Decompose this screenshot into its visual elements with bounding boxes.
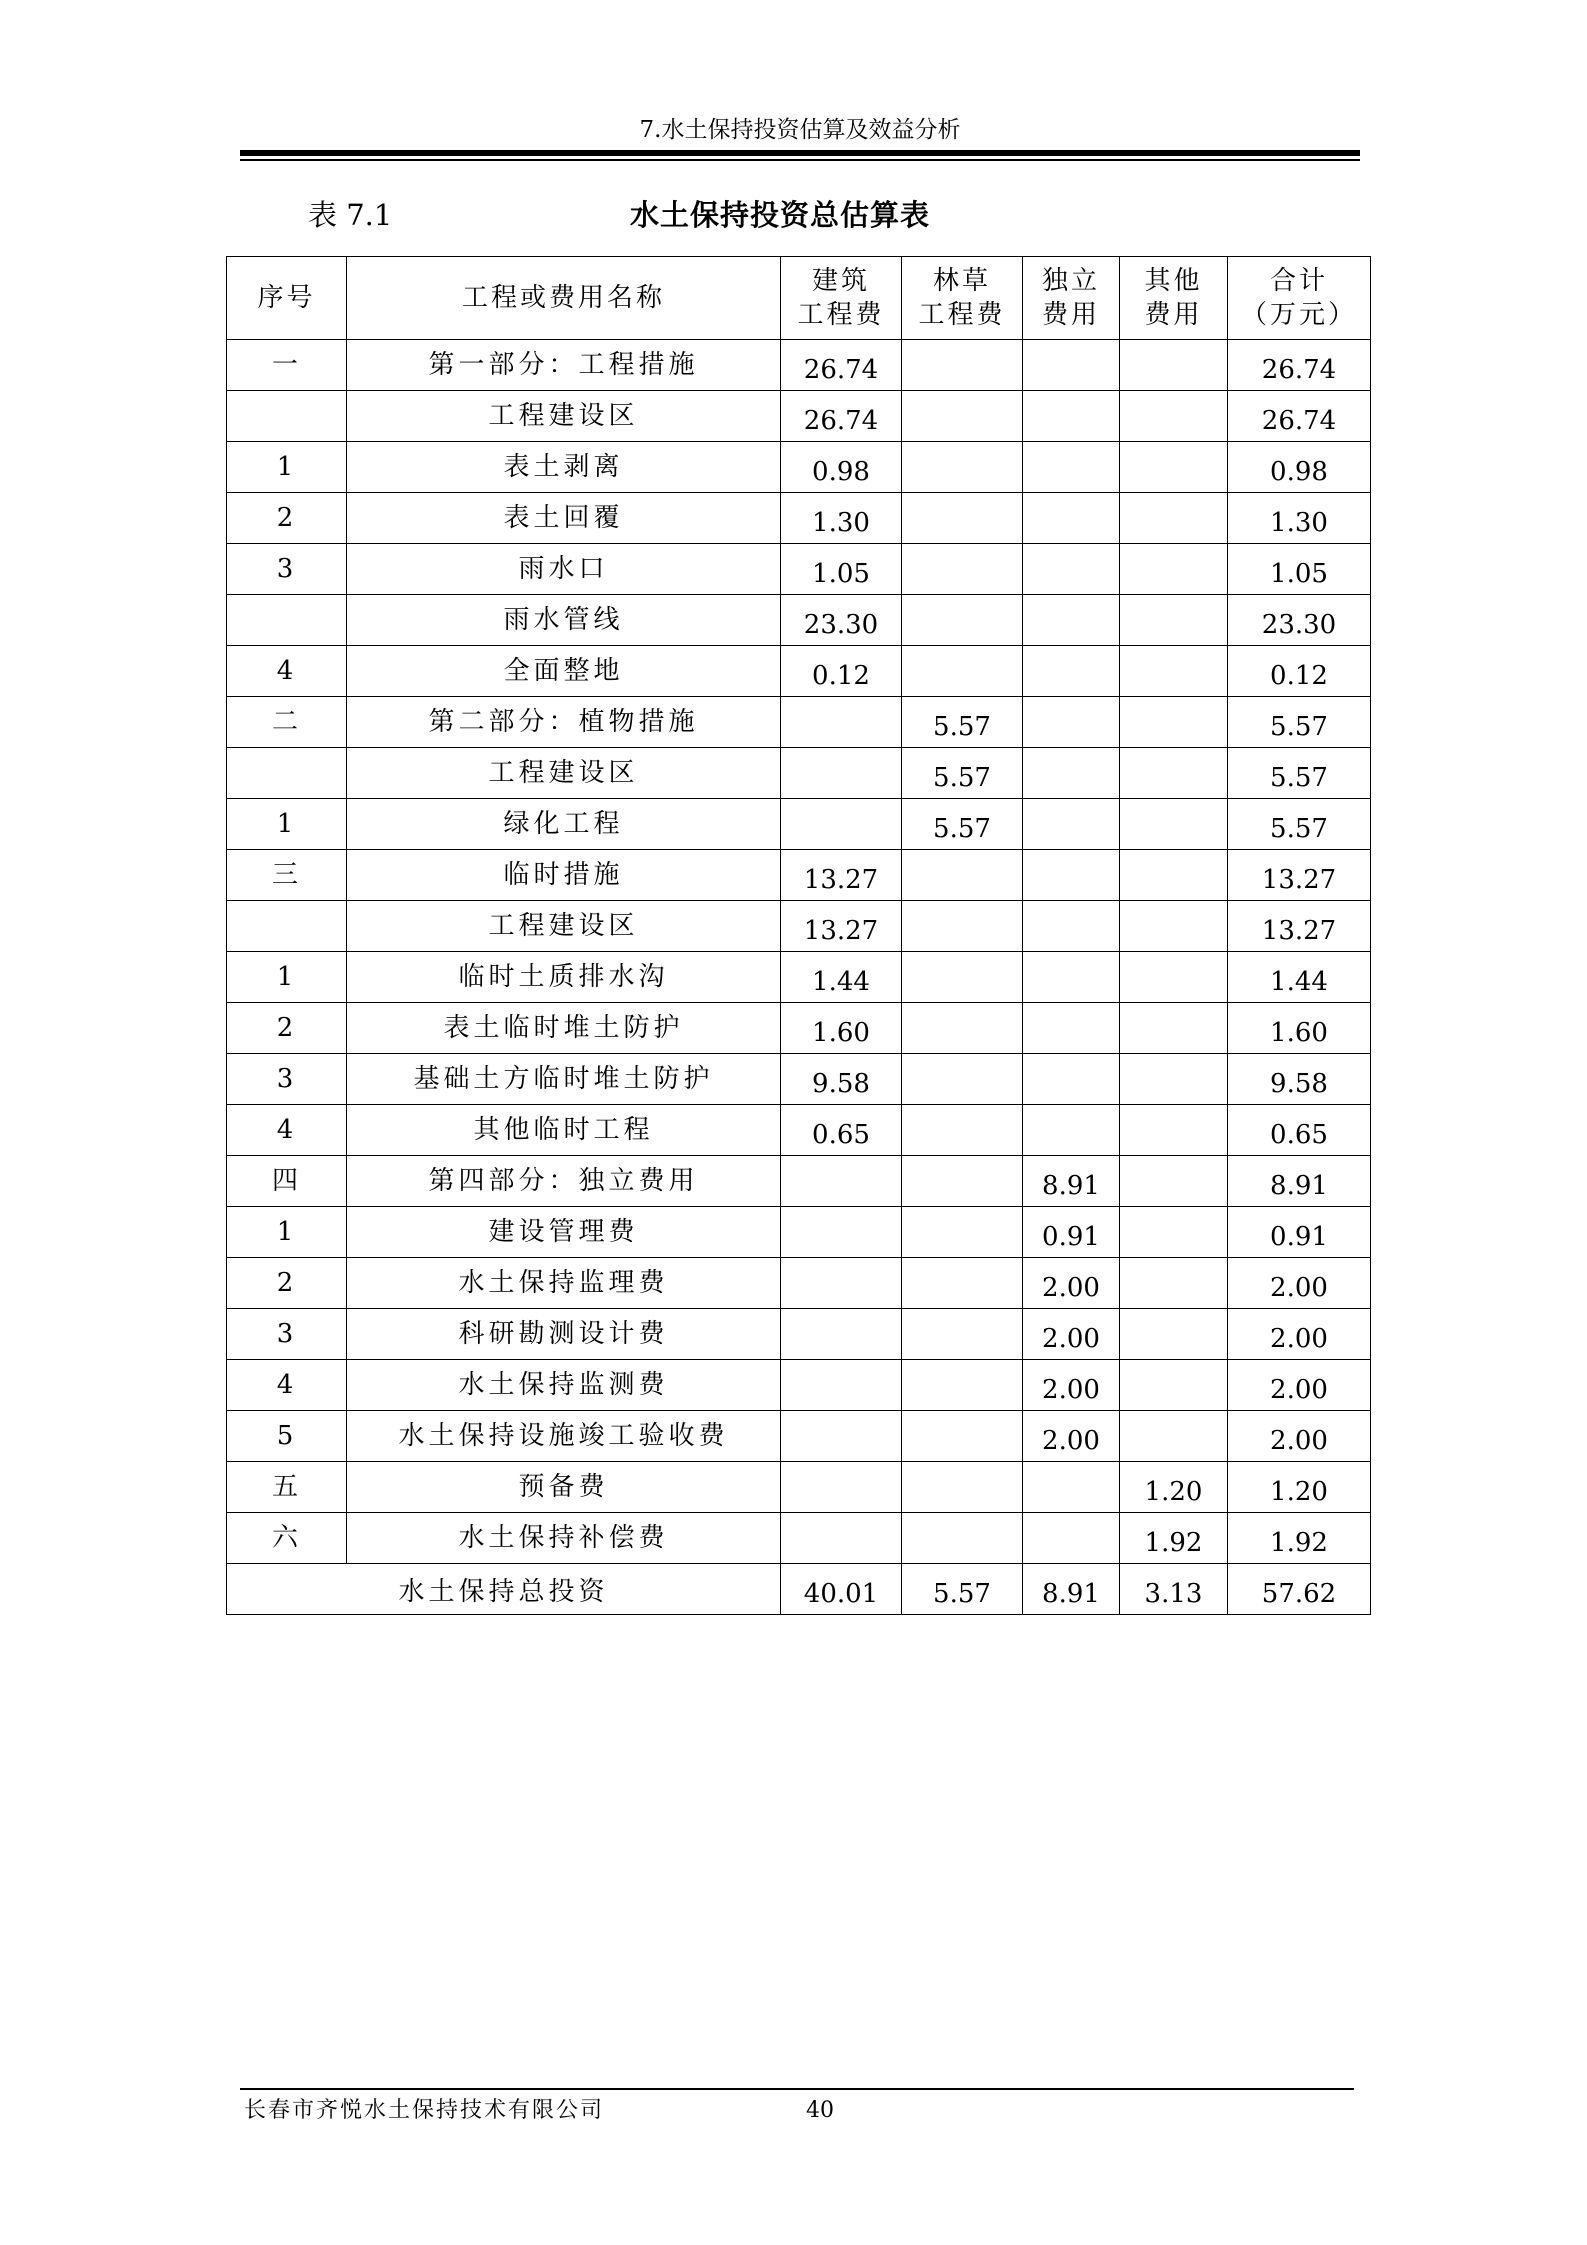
cell-other: [1120, 1309, 1228, 1360]
cell-independent: [1023, 493, 1120, 544]
cell-total: 0.91: [1228, 1207, 1371, 1258]
cell-other: [1120, 595, 1228, 646]
cell-no: 3: [227, 544, 347, 595]
cell-construction: [781, 1360, 902, 1411]
cell-name: 工程建设区: [347, 391, 781, 442]
cell-vegetation: [902, 1105, 1023, 1156]
summary-independent: 8.91: [1023, 1564, 1120, 1615]
table-row: [227, 1411, 1371, 1462]
cell-construction: 26.74: [781, 391, 902, 442]
cell-no: 一: [227, 340, 347, 391]
cell-independent: [1023, 697, 1120, 748]
table-row: [227, 544, 1371, 595]
cell-total: 8.91: [1228, 1156, 1371, 1207]
cell-other: [1120, 1156, 1228, 1207]
cell-independent: [1023, 901, 1120, 952]
cell-total: 26.74: [1228, 340, 1371, 391]
table-row: [227, 799, 1371, 850]
header-no: 序号: [227, 257, 347, 340]
cell-independent: [1023, 595, 1120, 646]
cell-name: 水土保持补偿费: [347, 1513, 781, 1564]
cell-name: 全面整地: [347, 646, 781, 697]
cell-independent: 0.91: [1023, 1207, 1120, 1258]
cell-total: 0.65: [1228, 1105, 1371, 1156]
table-row: [227, 901, 1371, 952]
cell-total: 1.30: [1228, 493, 1371, 544]
cell-name: 其他临时工程: [347, 1105, 781, 1156]
footer-rule: [240, 2088, 1354, 2090]
cell-other: [1120, 901, 1228, 952]
cell-no: 1: [227, 952, 347, 1003]
cell-construction: 26.74: [781, 340, 902, 391]
cell-no: [227, 391, 347, 442]
cell-other: [1120, 799, 1228, 850]
cell-no: 3: [227, 1309, 347, 1360]
cell-independent: 2.00: [1023, 1411, 1120, 1462]
cell-name: 表土回覆: [347, 493, 781, 544]
cell-other: [1120, 1411, 1228, 1462]
summary-total: 57.62: [1228, 1564, 1371, 1615]
summary-construction: 40.01: [781, 1564, 902, 1615]
cell-vegetation: [902, 850, 1023, 901]
cell-vegetation: [902, 952, 1023, 1003]
header-rule-thin: [240, 159, 1360, 161]
cell-other: [1120, 544, 1228, 595]
cell-name: 水土保持监理费: [347, 1258, 781, 1309]
table-row: [227, 1156, 1371, 1207]
cell-total: 5.57: [1228, 748, 1371, 799]
cell-total: 9.58: [1228, 1054, 1371, 1105]
cell-no: 1: [227, 442, 347, 493]
cell-other: [1120, 952, 1228, 1003]
cell-name: 绿化工程: [347, 799, 781, 850]
cell-no: 五: [227, 1462, 347, 1513]
cell-other: [1120, 1054, 1228, 1105]
investment-table: [226, 256, 1371, 1615]
cell-construction: 1.30: [781, 493, 902, 544]
cell-name: 建设管理费: [347, 1207, 781, 1258]
summary-label: 水土保持总投资: [227, 1564, 781, 1615]
cell-construction: [781, 697, 902, 748]
cell-total: 5.57: [1228, 799, 1371, 850]
cell-other: [1120, 1258, 1228, 1309]
cell-independent: [1023, 1105, 1120, 1156]
cell-no: 二: [227, 697, 347, 748]
table-row: [227, 1003, 1371, 1054]
cell-construction: [781, 1462, 902, 1513]
cell-name: 雨水口: [347, 544, 781, 595]
table-row: [227, 1054, 1371, 1105]
header-rule: [240, 150, 1360, 156]
header-name: 工程或费用名称: [347, 257, 781, 340]
header-total: 合计 （万元）: [1228, 257, 1371, 340]
cell-construction: 0.98: [781, 442, 902, 493]
cell-independent: [1023, 748, 1120, 799]
table-row: [227, 1258, 1371, 1309]
table-row: [227, 952, 1371, 1003]
cell-other: [1120, 1003, 1228, 1054]
cell-total: 26.74: [1228, 391, 1371, 442]
table-row: [227, 1360, 1371, 1411]
cell-vegetation: [902, 1360, 1023, 1411]
cell-independent: 2.00: [1023, 1258, 1120, 1309]
cell-name: 工程建设区: [347, 748, 781, 799]
cell-name: 工程建设区: [347, 901, 781, 952]
cell-other: [1120, 340, 1228, 391]
table-row: [227, 1309, 1371, 1360]
cell-total: 5.57: [1228, 697, 1371, 748]
table-row: [227, 1513, 1371, 1564]
cell-name: 科研勘测设计费: [347, 1309, 781, 1360]
cell-total: 1.92: [1228, 1513, 1371, 1564]
cell-independent: [1023, 340, 1120, 391]
cell-total: 2.00: [1228, 1360, 1371, 1411]
cell-other: 1.92: [1120, 1513, 1228, 1564]
cell-no: 2: [227, 1003, 347, 1054]
table-row: [227, 646, 1371, 697]
table-body: [227, 340, 1371, 1564]
cell-vegetation: [902, 544, 1023, 595]
cell-vegetation: [902, 1207, 1023, 1258]
cell-no: [227, 901, 347, 952]
page-header-title: 7.水土保持投资估算及效益分析: [639, 117, 961, 143]
cell-vegetation: [902, 1309, 1023, 1360]
cell-construction: 23.30: [781, 595, 902, 646]
cell-vegetation: [902, 1054, 1023, 1105]
cell-name: 第二部分：植物措施: [347, 697, 781, 748]
cell-name: 第四部分：独立费用: [347, 1156, 781, 1207]
cell-total: 23.30: [1228, 595, 1371, 646]
cell-no: 三: [227, 850, 347, 901]
footer-company: 长春市齐悦水土保持技术有限公司: [244, 2098, 605, 2123]
cell-vegetation: 5.57: [902, 799, 1023, 850]
header-independent: 独立 费用: [1023, 257, 1120, 340]
cell-construction: 9.58: [781, 1054, 902, 1105]
cell-total: 1.20: [1228, 1462, 1371, 1513]
cell-independent: [1023, 1003, 1120, 1054]
cell-vegetation: [902, 493, 1023, 544]
cell-total: 13.27: [1228, 850, 1371, 901]
cell-name: 水土保持监测费: [347, 1360, 781, 1411]
cell-independent: [1023, 442, 1120, 493]
table-number: 表 7.1: [308, 198, 393, 232]
cell-independent: [1023, 544, 1120, 595]
cell-total: 2.00: [1228, 1258, 1371, 1309]
cell-name: 预备费: [347, 1462, 781, 1513]
cell-other: 1.20: [1120, 1462, 1228, 1513]
cell-construction: [781, 1309, 902, 1360]
cell-construction: [781, 799, 902, 850]
cell-other: [1120, 1207, 1228, 1258]
cell-construction: 13.27: [781, 850, 902, 901]
cell-construction: [781, 1156, 902, 1207]
cell-other: [1120, 493, 1228, 544]
cell-vegetation: [902, 1003, 1023, 1054]
cell-vegetation: 5.57: [902, 697, 1023, 748]
cell-no: 六: [227, 1513, 347, 1564]
cell-vegetation: [902, 1156, 1023, 1207]
cell-name: 临时措施: [347, 850, 781, 901]
cell-independent: [1023, 799, 1120, 850]
cell-total: 13.27: [1228, 901, 1371, 952]
cell-total: 1.44: [1228, 952, 1371, 1003]
cell-name: 表土剥离: [347, 442, 781, 493]
cell-other: [1120, 1105, 1228, 1156]
table-row: [227, 595, 1371, 646]
cell-vegetation: [902, 901, 1023, 952]
cell-vegetation: 5.57: [902, 748, 1023, 799]
cell-vegetation: [902, 1258, 1023, 1309]
cell-other: [1120, 646, 1228, 697]
cell-vegetation: [902, 442, 1023, 493]
cell-other: [1120, 748, 1228, 799]
cell-name: 表土临时堆土防护: [347, 1003, 781, 1054]
cell-vegetation: [902, 1462, 1023, 1513]
cell-name: 基础土方临时堆土防护: [347, 1054, 781, 1105]
cell-vegetation: [902, 1513, 1023, 1564]
cell-independent: [1023, 850, 1120, 901]
cell-no: 1: [227, 799, 347, 850]
cell-construction: [781, 1513, 902, 1564]
cell-no: 1: [227, 1207, 347, 1258]
header-construction: 建筑 工程费: [781, 257, 902, 340]
table-row: [227, 340, 1371, 391]
page-number: 40: [806, 2098, 834, 2123]
cell-total: 0.12: [1228, 646, 1371, 697]
cell-construction: 0.65: [781, 1105, 902, 1156]
cell-independent: 2.00: [1023, 1309, 1120, 1360]
cell-name: 第一部分：工程措施: [347, 340, 781, 391]
cell-vegetation: [902, 391, 1023, 442]
header-row: [227, 257, 1371, 340]
cell-no: 4: [227, 646, 347, 697]
cell-other: [1120, 442, 1228, 493]
cell-independent: [1023, 1462, 1120, 1513]
cell-independent: [1023, 391, 1120, 442]
cell-no: 2: [227, 1258, 347, 1309]
header-vegetation: 林草 工程费: [902, 257, 1023, 340]
cell-name: 雨水管线: [347, 595, 781, 646]
table-row: [227, 1105, 1371, 1156]
cell-construction: 13.27: [781, 901, 902, 952]
cell-construction: [781, 1207, 902, 1258]
cell-no: 四: [227, 1156, 347, 1207]
cell-name: 水土保持设施竣工验收费: [347, 1411, 781, 1462]
cell-total: 2.00: [1228, 1309, 1371, 1360]
table-caption: [300, 192, 1100, 238]
table-row: [227, 748, 1371, 799]
cell-independent: 2.00: [1023, 1360, 1120, 1411]
table-row: [227, 850, 1371, 901]
table-row: [227, 493, 1371, 544]
cell-total: 1.60: [1228, 1003, 1371, 1054]
cell-independent: [1023, 952, 1120, 1003]
table-header: [227, 257, 1371, 340]
cell-independent: 8.91: [1023, 1156, 1120, 1207]
cell-construction: 0.12: [781, 646, 902, 697]
cell-total: 1.05: [1228, 544, 1371, 595]
cell-construction: [781, 1258, 902, 1309]
summary-other: 3.13: [1120, 1564, 1228, 1615]
cell-no: 2: [227, 493, 347, 544]
table-row: [227, 697, 1371, 748]
table-row: [227, 1462, 1371, 1513]
cell-no: 4: [227, 1105, 347, 1156]
cell-no: 5: [227, 1411, 347, 1462]
cell-no: 4: [227, 1360, 347, 1411]
cell-other: [1120, 391, 1228, 442]
cell-vegetation: [902, 646, 1023, 697]
table-row: [227, 442, 1371, 493]
table-row: [227, 391, 1371, 442]
cell-no: 3: [227, 1054, 347, 1105]
cell-vegetation: [902, 595, 1023, 646]
cell-no: [227, 748, 347, 799]
table-title: 水土保持投资总估算表: [630, 198, 931, 232]
cell-construction: 1.60: [781, 1003, 902, 1054]
cell-vegetation: [902, 1411, 1023, 1462]
summary-row: [227, 1564, 1371, 1615]
cell-construction: 1.05: [781, 544, 902, 595]
cell-independent: [1023, 1513, 1120, 1564]
cell-construction: 1.44: [781, 952, 902, 1003]
cell-other: [1120, 697, 1228, 748]
cell-other: [1120, 1360, 1228, 1411]
cell-vegetation: [902, 340, 1023, 391]
cell-construction: [781, 748, 902, 799]
cell-no: [227, 595, 347, 646]
cell-name: 临时土质排水沟: [347, 952, 781, 1003]
summary-vegetation: 5.57: [902, 1564, 1023, 1615]
header-other: 其他 费用: [1120, 257, 1228, 340]
table-row: [227, 1207, 1371, 1258]
cell-independent: [1023, 1054, 1120, 1105]
cell-total: 0.98: [1228, 442, 1371, 493]
cell-construction: [781, 1411, 902, 1462]
cell-total: 2.00: [1228, 1411, 1371, 1462]
cell-independent: [1023, 646, 1120, 697]
cell-other: [1120, 850, 1228, 901]
